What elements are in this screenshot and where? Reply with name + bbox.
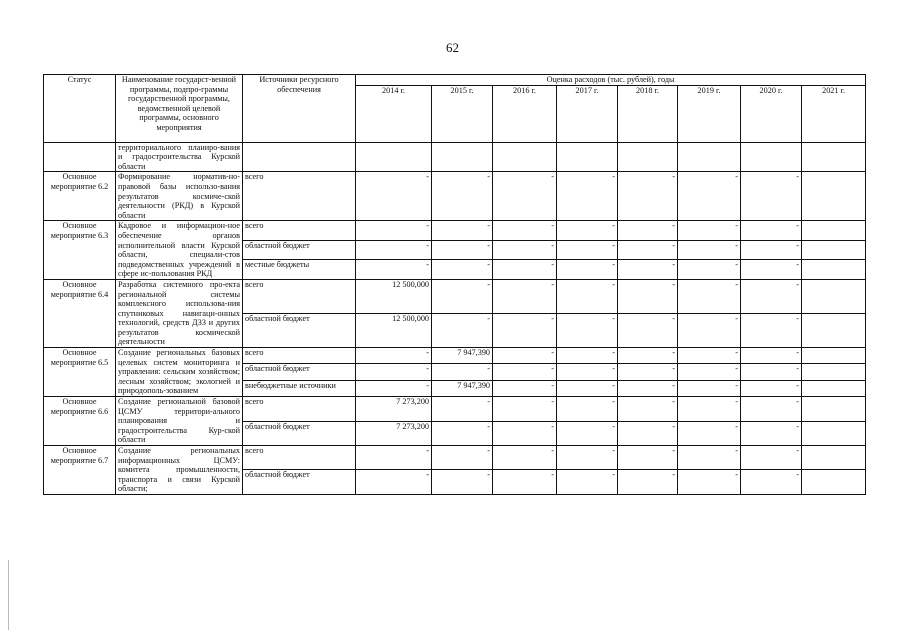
item-name-cell: Создание региональной базовой ЦСМУ территори-ального планирования и градостроительства Кур-ской области xyxy=(116,397,243,446)
value-cell: - xyxy=(557,380,618,396)
value-cell: 7 947,390 xyxy=(432,348,493,364)
value-cell xyxy=(802,470,866,494)
value-cell: - xyxy=(557,470,618,494)
value-cell xyxy=(432,142,493,172)
source-cell: областной бюджет xyxy=(243,364,356,380)
value-cell: - xyxy=(678,172,741,221)
value-cell: - xyxy=(741,240,802,260)
value-cell: - xyxy=(356,221,432,241)
value-cell xyxy=(802,348,866,364)
status-cell: Основное мероприятие 6.5 xyxy=(44,348,116,397)
source-cell: всего xyxy=(243,446,356,470)
value-cell: - xyxy=(618,172,678,221)
value-cell: - xyxy=(356,380,432,396)
value-cell xyxy=(802,421,866,445)
value-cell: - xyxy=(678,397,741,421)
value-cell xyxy=(802,364,866,380)
status-cell xyxy=(44,142,116,172)
value-cell: - xyxy=(493,364,557,380)
value-cell: - xyxy=(432,397,493,421)
value-cell: 7 947,390 xyxy=(432,380,493,396)
value-cell: - xyxy=(557,348,618,364)
value-cell: - xyxy=(678,380,741,396)
value-cell: - xyxy=(678,364,741,380)
value-cell: 12 500,000 xyxy=(356,313,432,347)
value-cell xyxy=(802,397,866,421)
value-cell xyxy=(802,313,866,347)
value-cell: - xyxy=(356,470,432,494)
value-cell: - xyxy=(356,172,432,221)
item-name-cell: Разработка системного про-екта региональной системы комплексного использова-ния спутниковых навигаци-онных технологий, средств ДЗЗ и других результатов космической деятельности xyxy=(116,279,243,347)
value-cell xyxy=(802,221,866,241)
value-cell xyxy=(356,142,432,172)
value-cell xyxy=(802,446,866,470)
value-cell: - xyxy=(432,313,493,347)
source-cell: всего xyxy=(243,221,356,241)
value-cell: - xyxy=(557,364,618,380)
value-cell: - xyxy=(741,470,802,494)
source-cell: областной бюджет xyxy=(243,313,356,347)
source-cell xyxy=(243,142,356,172)
item-name-cell: Кадровое и информацион-ное обеспечение органов исполнительной власти Курской области, специали-стов подведомственных учреждений в сфере ис-пользования РКД xyxy=(116,221,243,280)
source-cell: всего xyxy=(243,397,356,421)
value-cell xyxy=(741,142,802,172)
source-cell: внебюджетные источники xyxy=(243,380,356,396)
header-name: Наименование государст-венной программы, подпро-граммы государственной программы, ведомственной целевой программы, основного мероприятия xyxy=(116,75,243,143)
value-cell: - xyxy=(557,260,618,280)
table-row xyxy=(44,279,866,313)
source-cell: местные бюджеты xyxy=(243,260,356,280)
value-cell: - xyxy=(618,240,678,260)
value-cell: - xyxy=(618,313,678,347)
value-cell: - xyxy=(493,397,557,421)
value-cell: - xyxy=(432,470,493,494)
value-cell xyxy=(557,142,618,172)
item-name-cell: Формирование норматив-но-правовой базы использо-вания результатов космиче-ской деятельности (РКД) в Курской области xyxy=(116,172,243,221)
page-number: 62 xyxy=(446,40,459,55)
value-cell xyxy=(802,142,866,172)
table-row xyxy=(44,172,866,221)
header-year: 2020 г. xyxy=(741,85,802,142)
value-cell: - xyxy=(432,446,493,470)
value-cell: - xyxy=(493,240,557,260)
value-cell xyxy=(493,142,557,172)
value-cell: - xyxy=(356,260,432,280)
value-cell: - xyxy=(618,260,678,280)
value-cell: 7 273,200 xyxy=(356,397,432,421)
source-cell: всего xyxy=(243,172,356,221)
table-row xyxy=(44,142,866,172)
value-cell: - xyxy=(493,470,557,494)
value-cell: - xyxy=(493,313,557,347)
status-cell: Основное мероприятие 6.4 xyxy=(44,279,116,347)
value-cell: 12 500,000 xyxy=(356,279,432,313)
value-cell: - xyxy=(493,446,557,470)
value-cell: - xyxy=(741,279,802,313)
value-cell: - xyxy=(493,260,557,280)
header-year: 2015 г. xyxy=(432,85,493,142)
value-cell: - xyxy=(557,279,618,313)
value-cell: - xyxy=(557,397,618,421)
value-cell xyxy=(802,172,866,221)
status-cell: Основное мероприятие 6.3 xyxy=(44,221,116,280)
value-cell: - xyxy=(432,279,493,313)
table-row xyxy=(44,446,866,470)
item-name-cell: территориального планиро-вания и градостроительства Курской области xyxy=(116,142,243,172)
value-cell: - xyxy=(557,421,618,445)
value-cell: - xyxy=(678,470,741,494)
value-cell xyxy=(802,380,866,396)
value-cell: - xyxy=(741,421,802,445)
header-sources: Источники ресурсного обеспечения xyxy=(243,75,356,143)
header-year: 2014 г. xyxy=(356,85,432,142)
value-cell xyxy=(802,260,866,280)
value-cell: - xyxy=(493,421,557,445)
value-cell: - xyxy=(741,380,802,396)
value-cell: - xyxy=(493,279,557,313)
value-cell: - xyxy=(618,364,678,380)
value-cell: - xyxy=(493,380,557,396)
value-cell: - xyxy=(618,279,678,313)
table-row xyxy=(44,397,866,421)
value-cell: - xyxy=(678,260,741,280)
value-cell: - xyxy=(618,421,678,445)
source-cell: всего xyxy=(243,279,356,313)
value-cell: - xyxy=(678,221,741,241)
value-cell: - xyxy=(356,364,432,380)
header-estimate: Оценка расходов (тыс. рублей), годы xyxy=(356,75,866,86)
source-cell: областной бюджет xyxy=(243,470,356,494)
value-cell: - xyxy=(741,446,802,470)
table-row xyxy=(44,221,866,241)
header-year: 2016 г. xyxy=(493,85,557,142)
value-cell: - xyxy=(741,348,802,364)
header-year: 2017 г. xyxy=(557,85,618,142)
expenditure-table xyxy=(43,74,866,495)
value-cell xyxy=(618,142,678,172)
value-cell: - xyxy=(432,260,493,280)
value-cell: - xyxy=(557,313,618,347)
source-cell: областной бюджет xyxy=(243,421,356,445)
source-cell: всего xyxy=(243,348,356,364)
header-year: 2019 г. xyxy=(678,85,741,142)
value-cell: - xyxy=(678,279,741,313)
value-cell: - xyxy=(493,348,557,364)
value-cell: - xyxy=(741,364,802,380)
table-row xyxy=(44,348,866,364)
header-status: Статус xyxy=(44,75,116,143)
status-cell: Основное мероприятие 6.6 xyxy=(44,397,116,446)
value-cell: - xyxy=(678,313,741,347)
value-cell: - xyxy=(678,446,741,470)
header-year: 2018 г. xyxy=(618,85,678,142)
value-cell: - xyxy=(618,380,678,396)
value-cell: - xyxy=(741,172,802,221)
value-cell xyxy=(802,240,866,260)
source-cell: областной бюджет xyxy=(243,240,356,260)
value-cell: - xyxy=(741,221,802,241)
value-cell: - xyxy=(618,348,678,364)
value-cell: - xyxy=(356,446,432,470)
value-cell: - xyxy=(356,240,432,260)
item-name-cell: Создание региональных информационных ЦСМУ: комитета промышленности, транспорта и связи Курской области; xyxy=(116,446,243,495)
value-cell: - xyxy=(741,313,802,347)
value-cell: - xyxy=(493,221,557,241)
value-cell: - xyxy=(618,397,678,421)
value-cell: - xyxy=(557,172,618,221)
value-cell: - xyxy=(678,240,741,260)
value-cell: - xyxy=(356,348,432,364)
value-cell: - xyxy=(741,260,802,280)
value-cell: - xyxy=(432,421,493,445)
value-cell: - xyxy=(432,221,493,241)
value-cell: - xyxy=(432,364,493,380)
scan-margin-line xyxy=(8,560,9,630)
value-cell: - xyxy=(557,446,618,470)
value-cell: - xyxy=(618,446,678,470)
value-cell: 7 273,200 xyxy=(356,421,432,445)
value-cell: - xyxy=(493,172,557,221)
value-cell: - xyxy=(618,221,678,241)
value-cell: - xyxy=(678,348,741,364)
value-cell xyxy=(802,279,866,313)
item-name-cell: Создание региональных базовых целевых систем мониторинга и управления: сельским хозяйством; лесным хозяйством; экологией и природополь-зованием xyxy=(116,348,243,397)
status-cell: Основное мероприятие 6.2 xyxy=(44,172,116,221)
value-cell: - xyxy=(432,240,493,260)
value-cell: - xyxy=(557,221,618,241)
value-cell: - xyxy=(618,470,678,494)
value-cell: - xyxy=(741,397,802,421)
status-cell: Основное мероприятие 6.7 xyxy=(44,446,116,495)
value-cell: - xyxy=(557,240,618,260)
value-cell: - xyxy=(678,421,741,445)
header-year: 2021 г. xyxy=(802,85,866,142)
value-cell: - xyxy=(432,172,493,221)
value-cell xyxy=(678,142,741,172)
